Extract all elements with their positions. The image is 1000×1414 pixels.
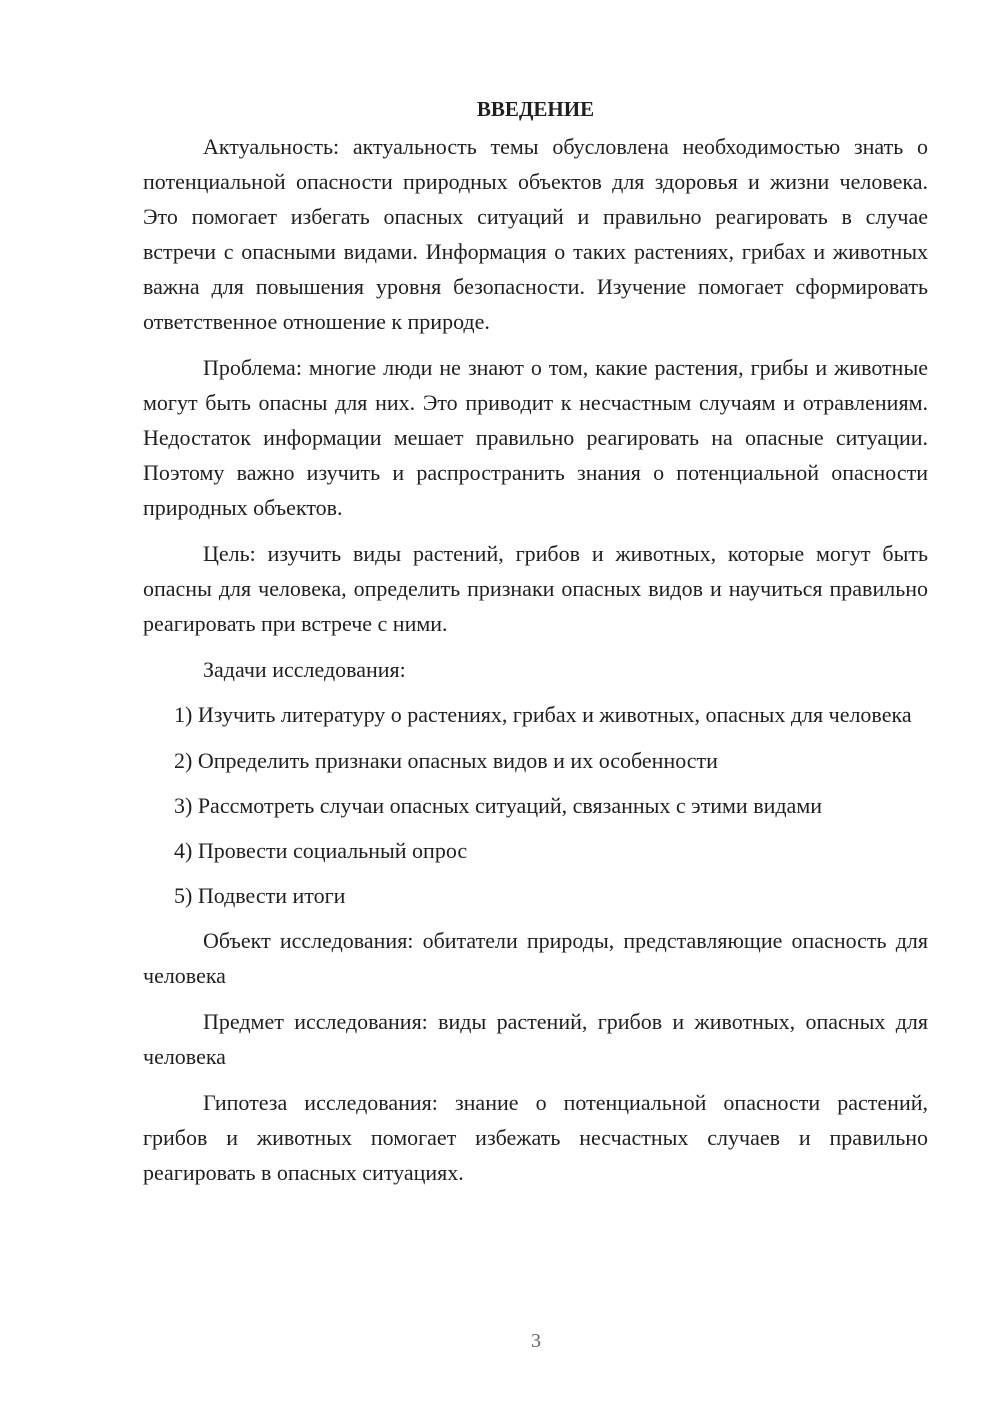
list-item: 3) Рассмотреть случаи опасных ситуаций, связанных с этими видами <box>174 793 823 818</box>
list-item: 5) Подвести итоги <box>174 883 346 908</box>
page-content <box>143 92 928 1201</box>
relevance-paragraph: Актуальность: актуальность темы обусловлена необходимостью знать о потенциальной опасности природных объектов для здоровья и жизни человека. Это помогает избегать опасных ситуаций и правильно реагировать в случае встречи с опасными видами. Информация о таких растениях, грибах и животных важна для повышения уровня безопасности. Изучение помогает сформировать ответственное отношение к природе. <box>143 134 928 334</box>
page-number: 3 <box>531 1330 541 1352</box>
page-title: ВВЕДЕНИЕ <box>476 97 595 121</box>
list-item: 4) Провести социальный опрос <box>174 838 468 863</box>
tasks-list <box>143 697 928 913</box>
goal-paragraph: Цель: изучить виды растений, грибов и животных, которые могут быть опасны для человека, определить признаки опасных видов и научиться правильно реагировать при встрече с ними. <box>143 541 928 636</box>
hypothesis-paragraph: Гипотеза исследования: знание о потенциальной опасности растений, грибов и животных помогает избежать несчастных случаев и правильно реагировать в опасных ситуациях. <box>143 1090 928 1185</box>
list-item: 2) Определить признаки опасных видов и их особенности <box>174 748 718 773</box>
research-object-paragraph: Объект исследования: обитатели природы, представляющие опасность для человека <box>143 928 928 988</box>
list-item: 1) Изучить литературу о растениях, грибах и животных, опасных для человека <box>174 702 912 727</box>
tasks-heading: Задачи исследования: <box>203 657 406 682</box>
research-subject-paragraph: Предмет исследования: виды растений, грибов и животных, опасных для человека <box>143 1009 928 1069</box>
problem-paragraph: Проблема: многие люди не знают о том, какие растения, грибы и животные могут быть опасны для них. Это приводит к несчастным случаям и отравлениям. Недостаток информации мешает правильно реагировать на опасные ситуации. Поэтому важно изучить и распространить знания о потенциальной опасности природных объектов. <box>143 355 928 520</box>
